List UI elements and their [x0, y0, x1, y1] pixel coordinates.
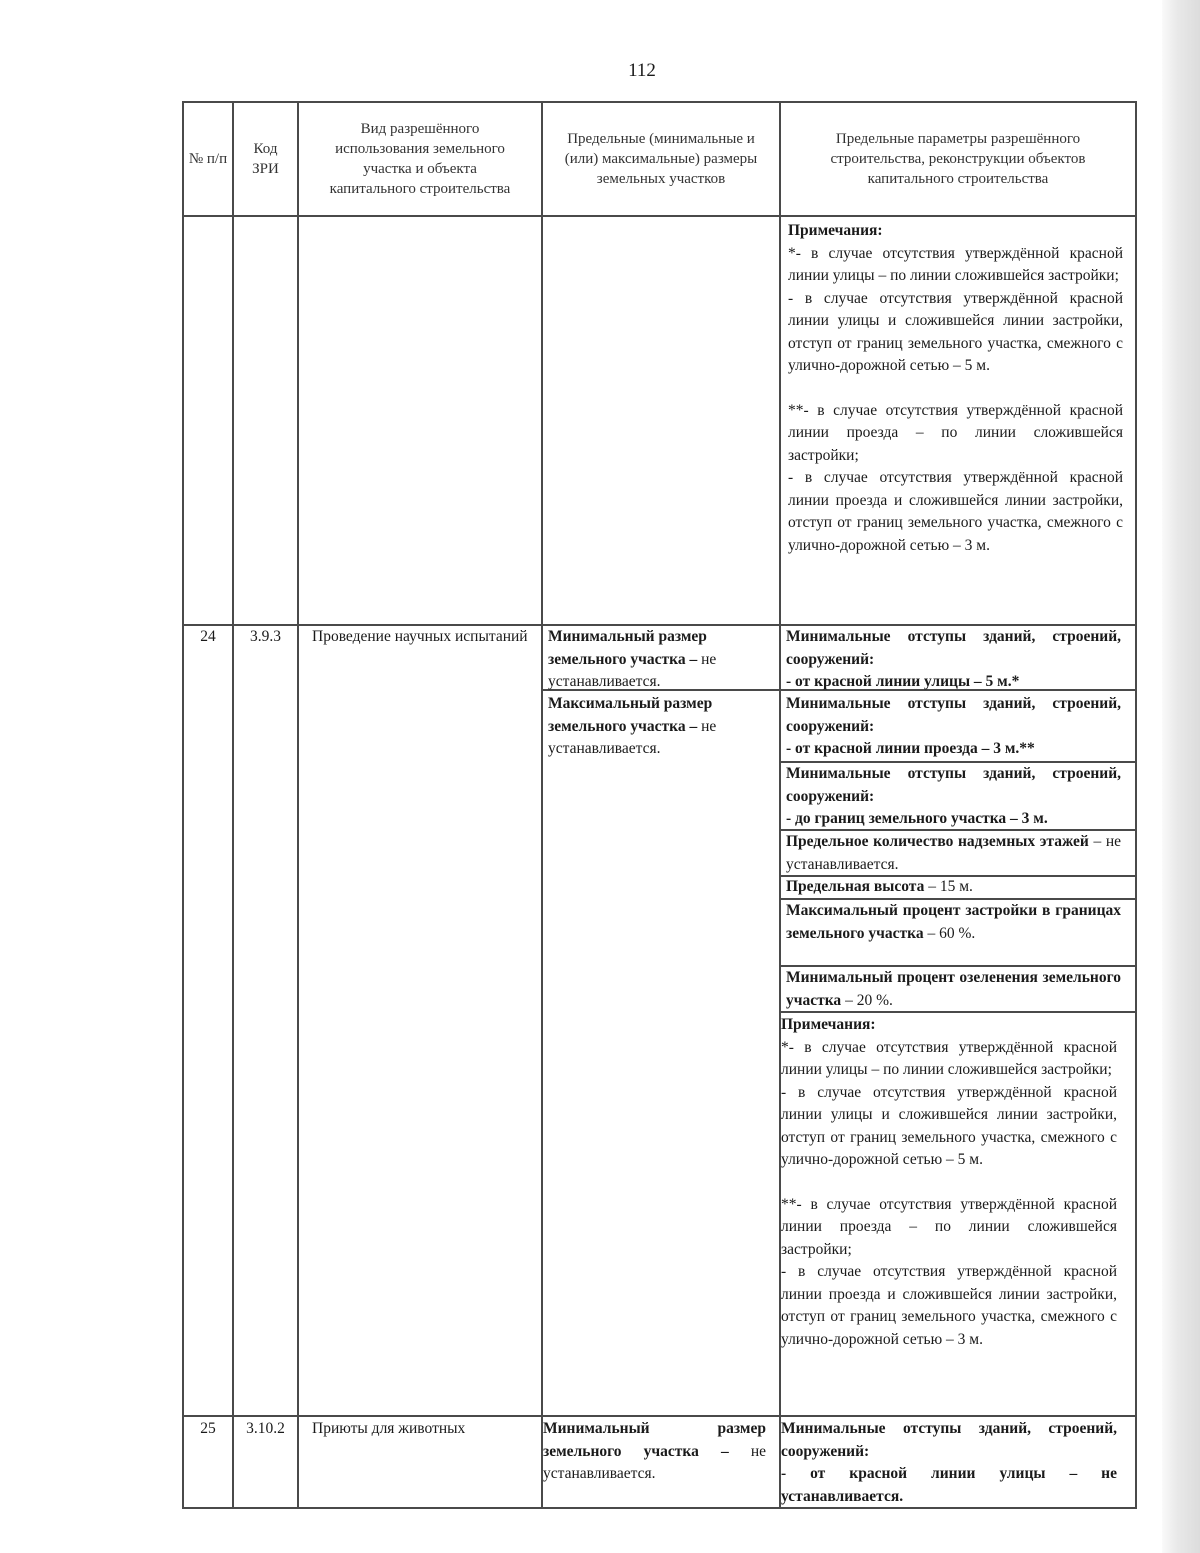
land-min-value: не устанавливается. [548, 650, 717, 690]
param-value: – 15 м. [928, 878, 973, 895]
land-max-label: Максимальный размер земельного участка – [548, 695, 713, 735]
param-title: Минимальный процент озеленения земельного участка [786, 969, 1121, 1009]
notes-block [781, 1014, 1117, 1351]
param-floors [786, 831, 1121, 876]
param-value: – 60 %. [927, 924, 976, 942]
param-value: - до границ земельного участка – 3 м. [786, 810, 1048, 827]
column-divider [297, 101, 299, 1508]
param-title: Предельная высота [786, 878, 925, 895]
note-item: **- в случае отсутствия утверждённой красной линии проезда – по линии сложившейся застройки; [788, 401, 1123, 464]
header-label: Код ЗРИ [252, 141, 279, 177]
note-item: *- в случае отсутствия утверждённой красной линии улицы – по линии сложившейся застройки; [781, 1038, 1117, 1078]
notes-block [788, 220, 1123, 557]
row-type: Проведение научных испытаний [312, 628, 528, 645]
scan-edge [1162, 0, 1200, 1553]
param-height [786, 876, 1121, 899]
param-title: Предельное количество надземных этажей [786, 833, 1089, 850]
land-min-label: Минимальный размер земельного участка – [543, 1420, 766, 1460]
land-min-value: не устанавливается. [543, 1442, 767, 1482]
param-title: Минимальные отступы зданий, строений, сооружений: [786, 628, 1121, 668]
land-min-size [548, 626, 770, 694]
land-min-label: Минимальный размер земельного участка – [548, 628, 707, 668]
column-divider [232, 101, 234, 1508]
header-label: Вид разрешённого использования земельного участка и объекта капитального строительства [329, 121, 511, 197]
notes-title: Примечания: [781, 1016, 876, 1033]
note-item: - в случае отсутствия утверждённой красной линии проезда и сложившейся линии застройки, отступ от границ земельного участка, смежного с улично-дорожной сетью – 3 м. [781, 1263, 1117, 1348]
note-item: *- в случае отсутствия утверждённой красной линии улицы – по линии сложившейся застройки; [788, 244, 1123, 284]
param-greenery [786, 967, 1121, 1012]
row-number: 25 [200, 1420, 216, 1437]
table-border-left [182, 101, 184, 1508]
param-value-text: - от красной линии улицы – не устанавливается. [781, 1465, 1117, 1505]
notes-title: Примечания: [788, 222, 883, 239]
row-divider [182, 1415, 1137, 1417]
param-value [781, 1463, 1117, 1508]
param-coverage [786, 900, 1121, 945]
column-divider [541, 101, 543, 1508]
table-border-right [1135, 101, 1137, 1508]
page-number: 112 [628, 60, 656, 81]
note-item: - в случае отсутствия утверждённой красной линии проезда и сложившейся линии застройки, отступ от границ земельного участка, смежного с улично-дорожной сетью – 3 м. [788, 469, 1123, 554]
row-type: Приюты для животных [312, 1420, 466, 1437]
header-divider [182, 215, 1137, 217]
land-max-size [548, 693, 770, 761]
land-min-size [543, 1418, 766, 1486]
header-cell-land-size [543, 103, 779, 215]
header-cell-code [234, 103, 297, 215]
header-label: Предельные (минимальные и (или) максимальные) размеры земельных участков [564, 131, 758, 187]
param-title: Минимальные отступы зданий, строений, сооружений: [781, 1420, 1117, 1460]
param-value: - от красной линии проезда – 3 м.** [786, 740, 1035, 757]
row-code: 3.10.2 [246, 1420, 285, 1437]
row-code: 3.9.3 [250, 628, 281, 645]
header-cell-number [184, 103, 232, 215]
param-setback-street [786, 626, 1121, 694]
header-cell-type [299, 103, 541, 215]
param-title: Минимальные отступы зданий, строений, сооружений: [786, 765, 1121, 805]
row-number: 24 [200, 628, 216, 645]
note-item: **- в случае отсутствия утверждённой красной линии проезда – по линии сложившейся застройки; [781, 1195, 1117, 1258]
header-label: № п/п [188, 151, 228, 167]
param-title: Минимальные отступы зданий, строений, сооружений: [786, 695, 1121, 735]
param-value: – 20 %. [845, 991, 893, 1009]
param-value: - от красной линии улицы – 5 м.* [786, 673, 1020, 690]
param-value: – не устанавливается. [786, 833, 1122, 873]
param-setback-boundary [786, 763, 1121, 831]
header-cell-params [781, 103, 1135, 215]
param-setback-driveway [786, 693, 1121, 761]
note-item: - в случае отсутствия утверждённой красной линии улицы и сложившейся линии застройки, отступ от границ земельного участка, смежного с улично-дорожной сетью – 5 м. [788, 289, 1123, 374]
param-title: Максимальный процент застройки в границах земельного участка [786, 902, 1121, 942]
header-label: Предельные параметры разрешённого строительства, реконструкции объектов капитального строительства [830, 131, 1086, 187]
note-item: - в случае отсутствия утверждённой красной линии улицы и сложившейся линии застройки, отступ от границ земельного участка, смежного с улично-дорожной сетью – 5 м. [781, 1083, 1117, 1168]
land-max-value: не устанавливается. [548, 717, 717, 757]
param-setback-street [781, 1418, 1117, 1508]
